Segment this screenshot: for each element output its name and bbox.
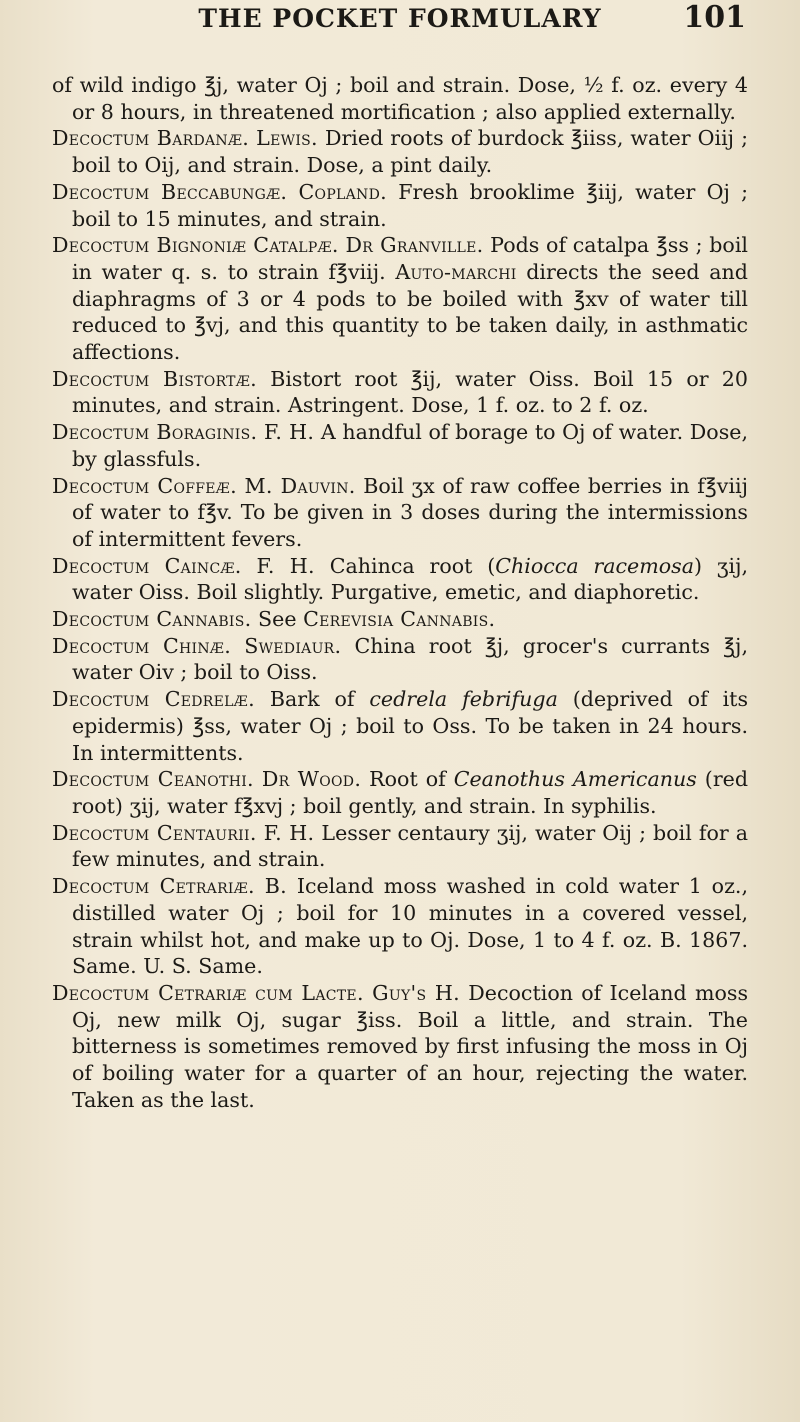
entry-authority: Dr Wood. bbox=[261, 767, 362, 792]
entry-text: See bbox=[258, 607, 297, 632]
entry-coffeae bbox=[52, 473, 748, 553]
entry-cetrariae-cum-lacte bbox=[52, 980, 748, 1114]
entry-bardanae bbox=[52, 125, 748, 178]
entry-authority: Guy's H. bbox=[372, 980, 461, 1005]
entry-boraginis bbox=[52, 419, 748, 472]
entry-heading: Decoctum Bistortæ. bbox=[52, 366, 257, 391]
entry-caincae bbox=[52, 553, 748, 606]
entry-heading: Decoctum Cedrelæ. bbox=[52, 687, 255, 712]
entry-heading: Decoctum Chinæ. bbox=[52, 633, 232, 658]
entry-chinae bbox=[52, 633, 748, 686]
entry-centaurii bbox=[52, 820, 748, 873]
entry-heading: Decoctum Coffeæ. bbox=[52, 473, 237, 498]
page-number: 101 bbox=[683, 0, 746, 35]
entry-text: Bistort root ℥ij, water Oiss. Boil 15 or 20 minutes, and strain. Astringent. Dose, 1 f. oz. to 2 f. oz. bbox=[72, 366, 748, 418]
entry-authority: Dr Granville. bbox=[345, 233, 484, 258]
entry-text: Bark of bbox=[269, 687, 355, 712]
entry-heading: Decoctum Caincæ. bbox=[52, 553, 242, 578]
entry-cetrariae bbox=[52, 873, 748, 980]
entry-authority: Copland. bbox=[298, 179, 387, 204]
page-header bbox=[52, 0, 748, 52]
entry-text: Fresh brooklime ℥iij, water Oj ; boil to 15 minutes, and strain. bbox=[72, 179, 749, 231]
entry-bignoniae-catalpae bbox=[52, 232, 748, 366]
entry-heading: Decoctum Cetrariæ cum Lacte. bbox=[52, 980, 364, 1005]
entry-text: Decoction of Iceland moss Oj, new milk Oj, sugar ℥iss. Boil a little, and strain. The bitterness is sometimes removed by first infusing the moss in Oj of boiling water for a quarter of an hour, rejecting the water. Taken as the last. bbox=[72, 980, 749, 1112]
entry-cedrelae bbox=[52, 686, 748, 766]
entry-heading: Decoctum Centaurii. bbox=[52, 820, 257, 845]
entry-text: Dried roots of burdock ℥iiss, water Oiij ; boil to Oij, and strain. Dose, a pint daily. bbox=[72, 126, 749, 178]
entry-heading: Decoctum Ceanothi. bbox=[52, 767, 254, 792]
formulary-text bbox=[52, 72, 748, 1113]
entry-text: China root ℥j, grocer's currants ℥j, water Oiv ; boil to Oiss. bbox=[72, 633, 748, 685]
entry-text: Boil ʒx of raw coffee berries in f℥viij of water to f℥v. To be given in 3 doses during the intermissions of intermittent fevers. bbox=[72, 473, 748, 551]
running-title: THE POCKET FORMULARY bbox=[198, 4, 602, 33]
entry-heading: Decoctum Boraginis. bbox=[52, 420, 258, 445]
entry-beccabungae bbox=[52, 179, 748, 232]
entry-cross-reference: Cerevisia Cannabis. bbox=[303, 607, 496, 632]
entry-authority: Swediaur. bbox=[244, 633, 342, 658]
entry-bistortae bbox=[52, 366, 748, 419]
entry-authority: Lewis. bbox=[256, 126, 318, 151]
entry-authority: M. Dauvin. bbox=[244, 473, 356, 498]
entry-text: Root of bbox=[369, 767, 446, 792]
entry-authority-secondary: Auto-marchi bbox=[395, 259, 517, 284]
entry-text-italic: cedrela febrifuga bbox=[369, 687, 558, 712]
entry-text-continued: directs the seed and diaphragms of 3 or 4 pods to be boiled with ℥xv of water till reduced to ℥vj, and this quantity to be taken daily, in asthmatic affections. bbox=[72, 259, 748, 365]
entry-authority: F. H. bbox=[263, 820, 315, 845]
entry-text-italic: Ceanothus Americanus bbox=[453, 767, 697, 792]
entry-heading: Decoctum Bignoniæ Catalpæ. bbox=[52, 233, 339, 258]
entry-text: A handful of borage to Oj of water. Dose, by glassfuls. bbox=[72, 420, 749, 471]
entry-text-after: ) ʒij, water Oiss. Boil slightly. Purgative, emetic, and diaphoretic. bbox=[72, 553, 749, 605]
entry-ceanothi bbox=[52, 766, 748, 819]
entry-text: Iceland moss washed in cold water 1 oz., distilled water Oj ; boil for 10 minutes in a covered vessel, strain whilst hot, and make up to Oj. Dose, 1 to 4 f. oz. B. 1867. Same. U. S. Same. bbox=[72, 874, 749, 979]
entry-text: Cahinca root ( bbox=[329, 553, 496, 578]
entry-text-italic: Chiocca racemosa bbox=[495, 553, 695, 578]
entry-text: Lesser centaury ʒij, water Oij ; boil for a few minutes, and strain. bbox=[72, 820, 748, 872]
entry-text: Pods of catalpa ℥ss ; boil in water q. s. to strain f℥viij. bbox=[72, 233, 749, 284]
entry-authority: F. H. bbox=[256, 553, 315, 578]
entry-cannabis bbox=[52, 606, 748, 633]
entry-heading: Decoctum Bardanæ. bbox=[52, 126, 250, 151]
entry-authority: B. bbox=[264, 874, 288, 899]
entry-heading: Decoctum Cannabis. bbox=[52, 607, 252, 632]
entry-text: of wild indigo ℥j, water Oj ; boil and strain. Dose, ½ f. oz. every 4 or 8 hours, in threatened mortification ; also applied externally. bbox=[52, 73, 748, 124]
entry-text-after: (red root) ʒij, water f℥xvj ; boil gently, and strain. In syphilis. bbox=[72, 767, 749, 818]
entry-heading: Decoctum Beccabungæ. bbox=[52, 179, 288, 204]
continued-entry bbox=[52, 72, 748, 125]
entry-text-after: (deprived of its epidermis) ℥ss, water Oj ; boil to Oss. To be taken in 24 hours. In intermittents. bbox=[72, 687, 749, 765]
entry-authority: F. H. bbox=[263, 420, 315, 445]
entry-heading: Decoctum Cetrariæ. bbox=[52, 874, 255, 899]
